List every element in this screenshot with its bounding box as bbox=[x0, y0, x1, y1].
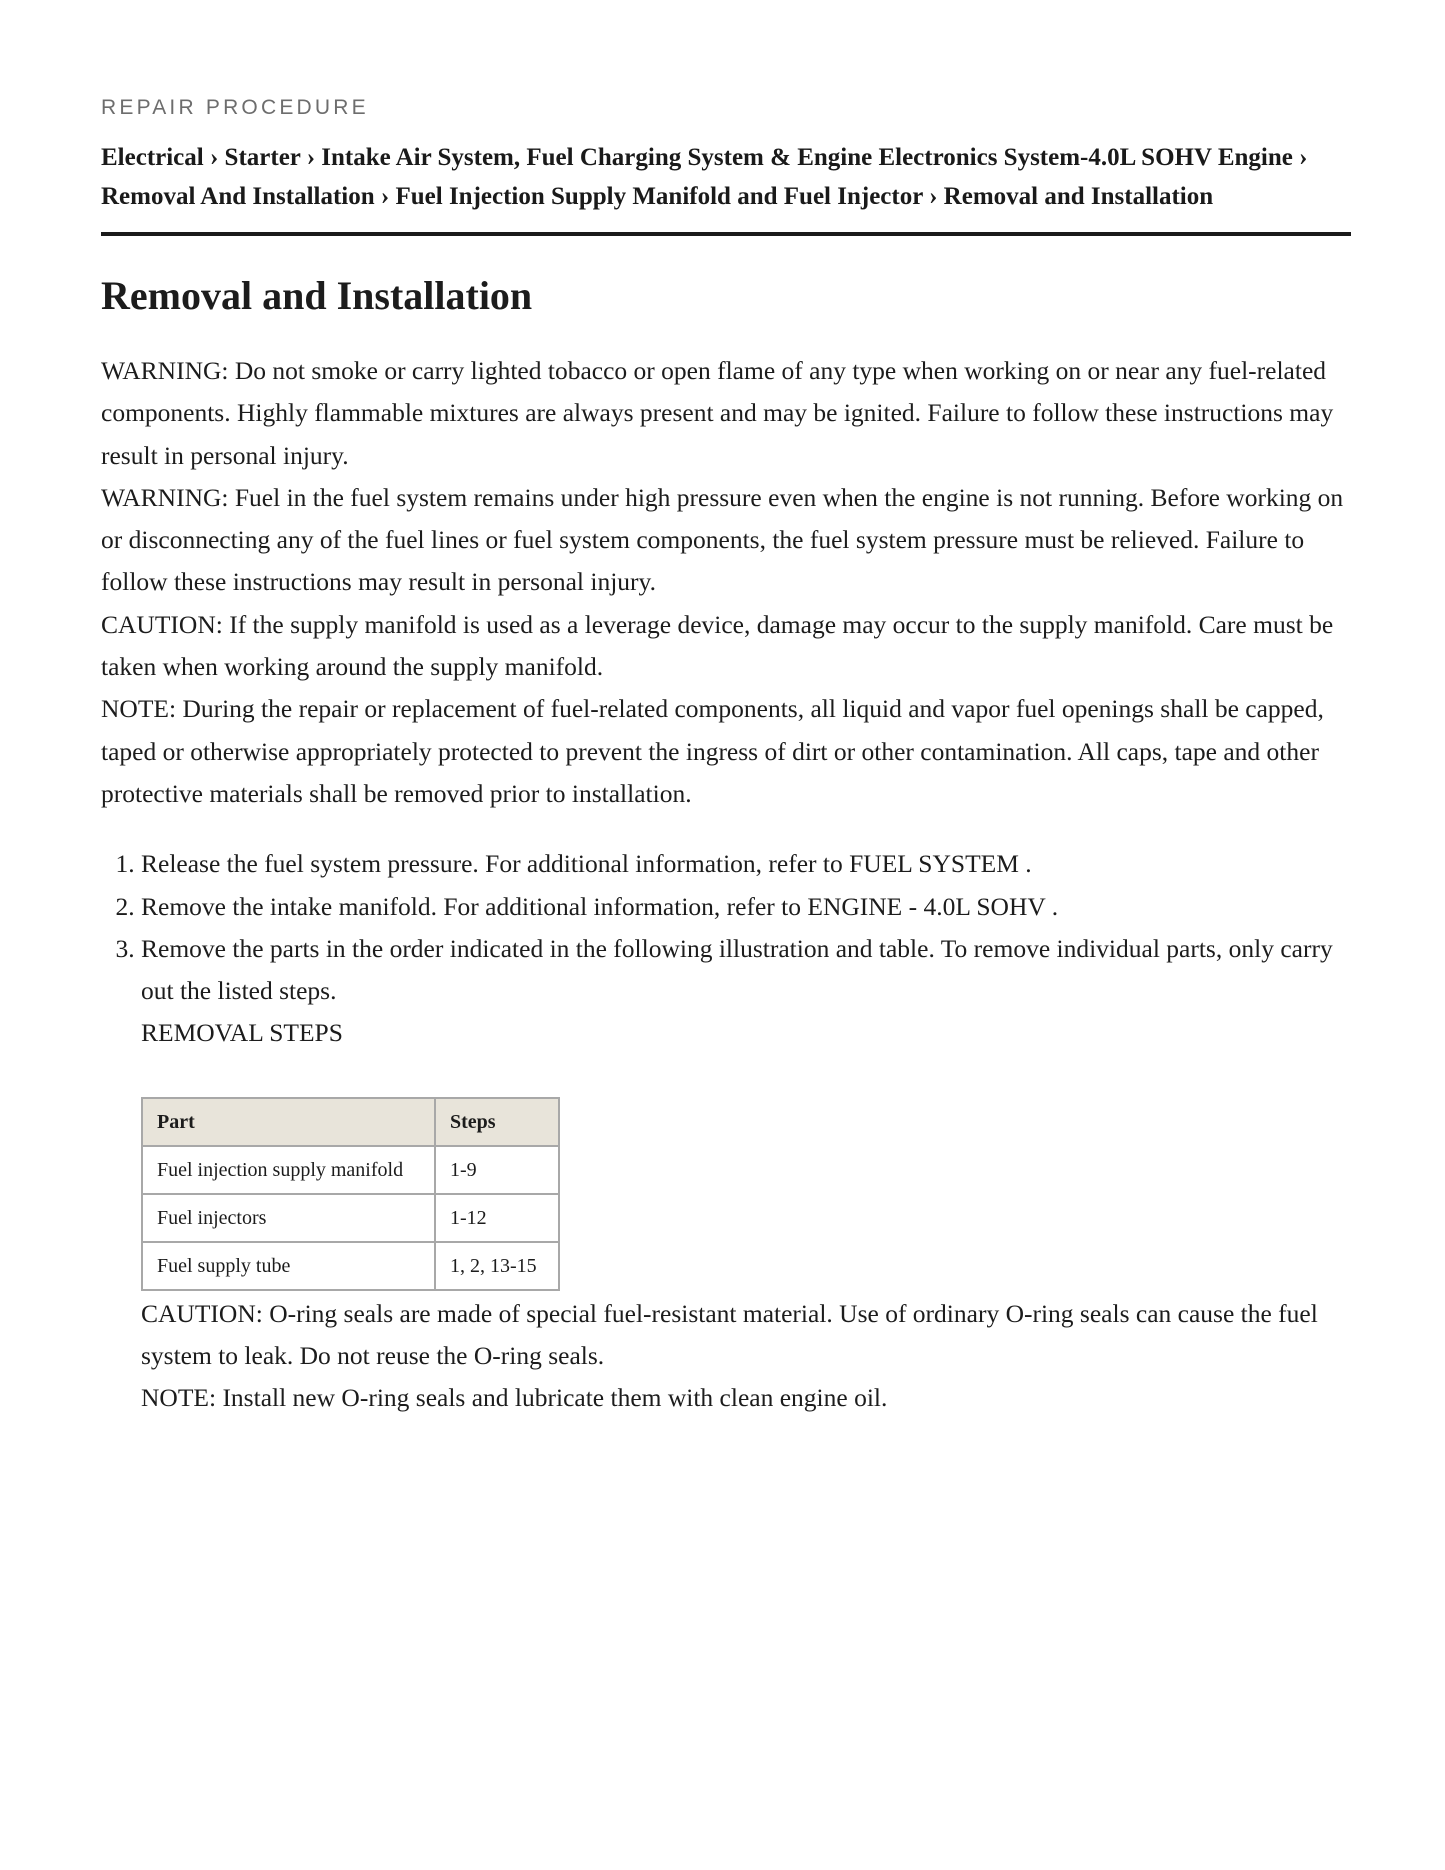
step-item: 2. Remove the intake manifold. For additional information, refer to ENGINE - 4.0L SOHV . bbox=[141, 886, 1351, 928]
cell-part: Fuel injectors bbox=[142, 1194, 435, 1242]
notices bbox=[101, 350, 1351, 815]
page-title: Removal and Installation bbox=[101, 273, 533, 318]
table-row bbox=[142, 1146, 559, 1194]
removal-steps-heading: REMOVAL STEPS bbox=[141, 1018, 343, 1048]
cell-part: Fuel injection supply manifold bbox=[142, 1146, 435, 1194]
cell-steps: 1-9 bbox=[435, 1146, 559, 1194]
step-item: 1. Release the fuel system pressure. For additional information, refer to FUEL SYSTEM . bbox=[141, 843, 1351, 885]
column-header-part: Part bbox=[142, 1098, 435, 1146]
after-table-notes bbox=[141, 1293, 1351, 1420]
caution-leverage: CAUTION: If the supply manifold is used as a leverage device, damage may occur to the supply manifold. Care must be taken when working around the supply manifold. bbox=[101, 609, 1334, 682]
cell-steps: 1, 2, 13-15 bbox=[435, 1242, 559, 1290]
column-header-steps: Steps bbox=[435, 1098, 559, 1146]
warning-smoking: WARNING: Do not smoke or carry lighted tobacco or open flame of any type when working on or near any fuel-related components. Highly flammable mixtures are always present and may be ignited. Failure to follow these instructions may result in personal injury. bbox=[101, 356, 1334, 470]
parts-table bbox=[141, 1097, 560, 1291]
note-contamination: NOTE: During the repair or replacement of fuel-related components, all liquid and vapor fuel openings shall be capped, taped or otherwise appropriately protected to prevent the ingress of dirt or other contamination. All caps, tape and other protective materials shall be removed prior to installation. bbox=[101, 694, 1324, 808]
cell-steps: 1-12 bbox=[435, 1194, 559, 1242]
note-o-ring: NOTE: Install new O-ring seals and lubricate them with clean engine oil. bbox=[141, 1383, 888, 1413]
procedure-steps bbox=[101, 843, 1351, 1419]
table-row bbox=[142, 1194, 559, 1242]
table-row bbox=[142, 1242, 559, 1290]
warning-pressure: WARNING: Fuel in the fuel system remains under high pressure even when the engine is not running. Before working on or disconnecting any of the fuel lines or fuel system components, the fuel system pressure must be relieved. Failure to follow these instructions may result in personal injury. bbox=[101, 482, 1344, 597]
caution-o-ring: CAUTION: O-ring seals are made of special fuel-resistant material. Use of ordinary O-ring seals can cause the fuel system to leak. Do not reuse the O-ring seals. bbox=[141, 1298, 1318, 1371]
step-text: Remove the parts in the order indicated in the following illustration and table. To remove individual parts, only carry out the listed steps. bbox=[141, 933, 1333, 1006]
table-header-row bbox=[142, 1098, 559, 1146]
breadcrumb: Electrical › Starter › Intake Air System, Fuel Charging System & Engine Electronics System-4.0L SOHV Engine › Removal And Installation › Fuel Injection Supply Manifold and Fuel Injector › Removal and Installation bbox=[101, 138, 1351, 236]
cell-part: Fuel supply tube bbox=[142, 1242, 435, 1290]
step-item bbox=[141, 928, 1351, 1420]
section-kicker: REPAIR PROCEDURE bbox=[101, 96, 369, 119]
